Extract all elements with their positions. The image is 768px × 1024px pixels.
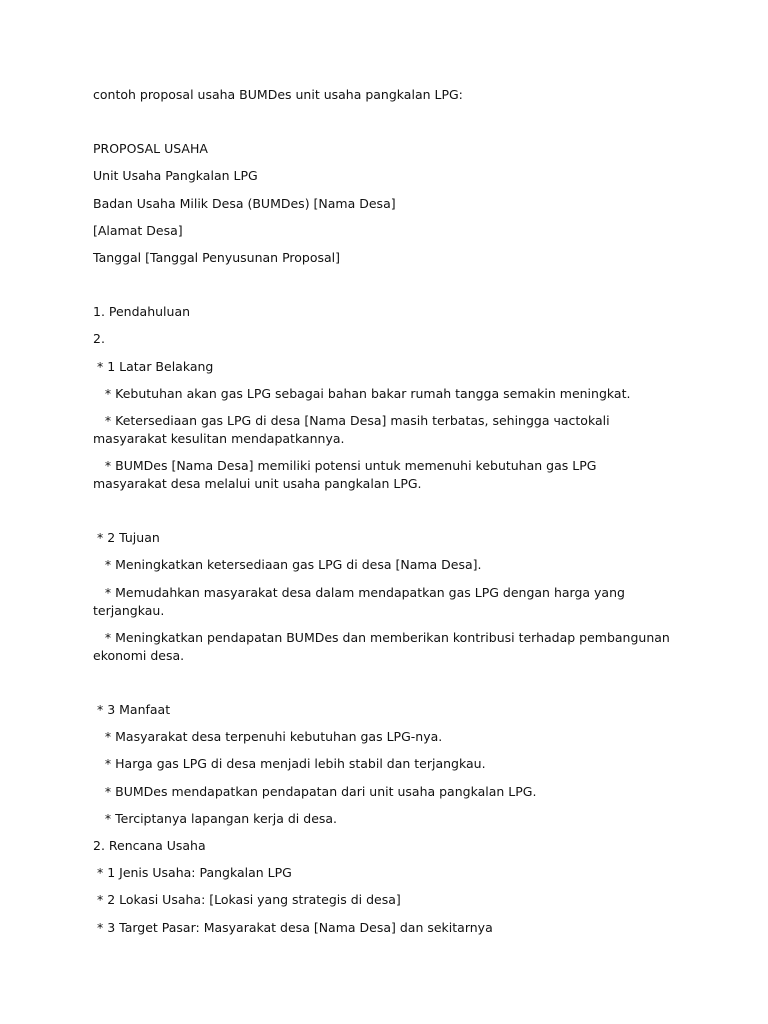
address-line: [Alamat Desa] [93,222,183,238]
subsection-heading: * 3 Target Pasar: Masyarakat desa [Nama Desa] dan sekitarnya [93,919,493,935]
subsection-heading: * 2 Lokasi Usaha: [Lokasi yang strategis di desa] [93,892,401,908]
bullet-item: * Terciptanya lapangan kerja di desa. [93,810,338,826]
proposal-subtitle: Unit Usaha Pangkalan LPG [93,168,258,184]
bullet-item: * Meningkatkan pendapatan BUMDes dan memberikan kontribusi terhadap pembangunan ekonomi desa. [93,629,674,663]
subsection-heading: * 1 Latar Belakang [93,358,214,374]
proposal-title: PROPOSAL USAHA [93,141,208,157]
bullet-item: * Harga gas LPG di desa menjadi lebih stabil dan terjangkau. [93,756,486,772]
blank-line [93,674,673,701]
document-body [93,86,673,946]
date-line: Tanggal [Tanggal Penyusunan Proposal] [93,249,340,265]
section-heading: 1. Pendahuluan [93,304,191,320]
subsection-heading: * 3 Manfaat [93,702,171,717]
bullet-item: * Memudahkan masyarakat desa dalam mendapatkan gas LPG dengan harga yang terjangkau. [93,584,629,618]
section-number: 2. [93,331,105,347]
bullet-item: * Meningkatkan ketersediaan gas LPG di desa [Nama Desa]. [93,557,482,573]
subsection-heading: * 1 Jenis Usaha: Pangkalan LPG [93,865,292,881]
bullet-item: * Masyarakat desa terpenuhi kebutuhan gas LPG-nya. [93,729,443,745]
bullet-item: * Kebutuhan akan gas LPG sebagai bahan bakar rumah tangga semakin meningkat. [93,385,631,401]
bullet-item: * Ketersediaan gas LPG di desa [Nama Desa] masih terbatas, sehingga часtokali masyarakat kesulitan mendapatkannya. [93,412,614,446]
subsection-heading: * 2 Tujuan [93,530,160,546]
bullet-item: * BUMDes mendapatkan pendapatan dari unit usaha pangkalan LPG. [93,783,537,799]
blank-line [93,113,673,140]
section-heading: 2. Rencana Usaha [93,837,206,853]
bullet-item: * BUMDes [Nama Desa] memiliki potensi untuk memenuhi kebutuhan gas LPG masyarakat desa melalui unit usaha pangkalan LPG. [93,458,601,492]
blank-line [93,502,673,529]
blank-line [93,276,673,303]
intro-line: contoh proposal usaha BUMDes unit usaha pangkalan LPG: [93,87,463,102]
organization-line: Badan Usaha Milik Desa (BUMDes) [Nama Desa] [93,195,396,211]
